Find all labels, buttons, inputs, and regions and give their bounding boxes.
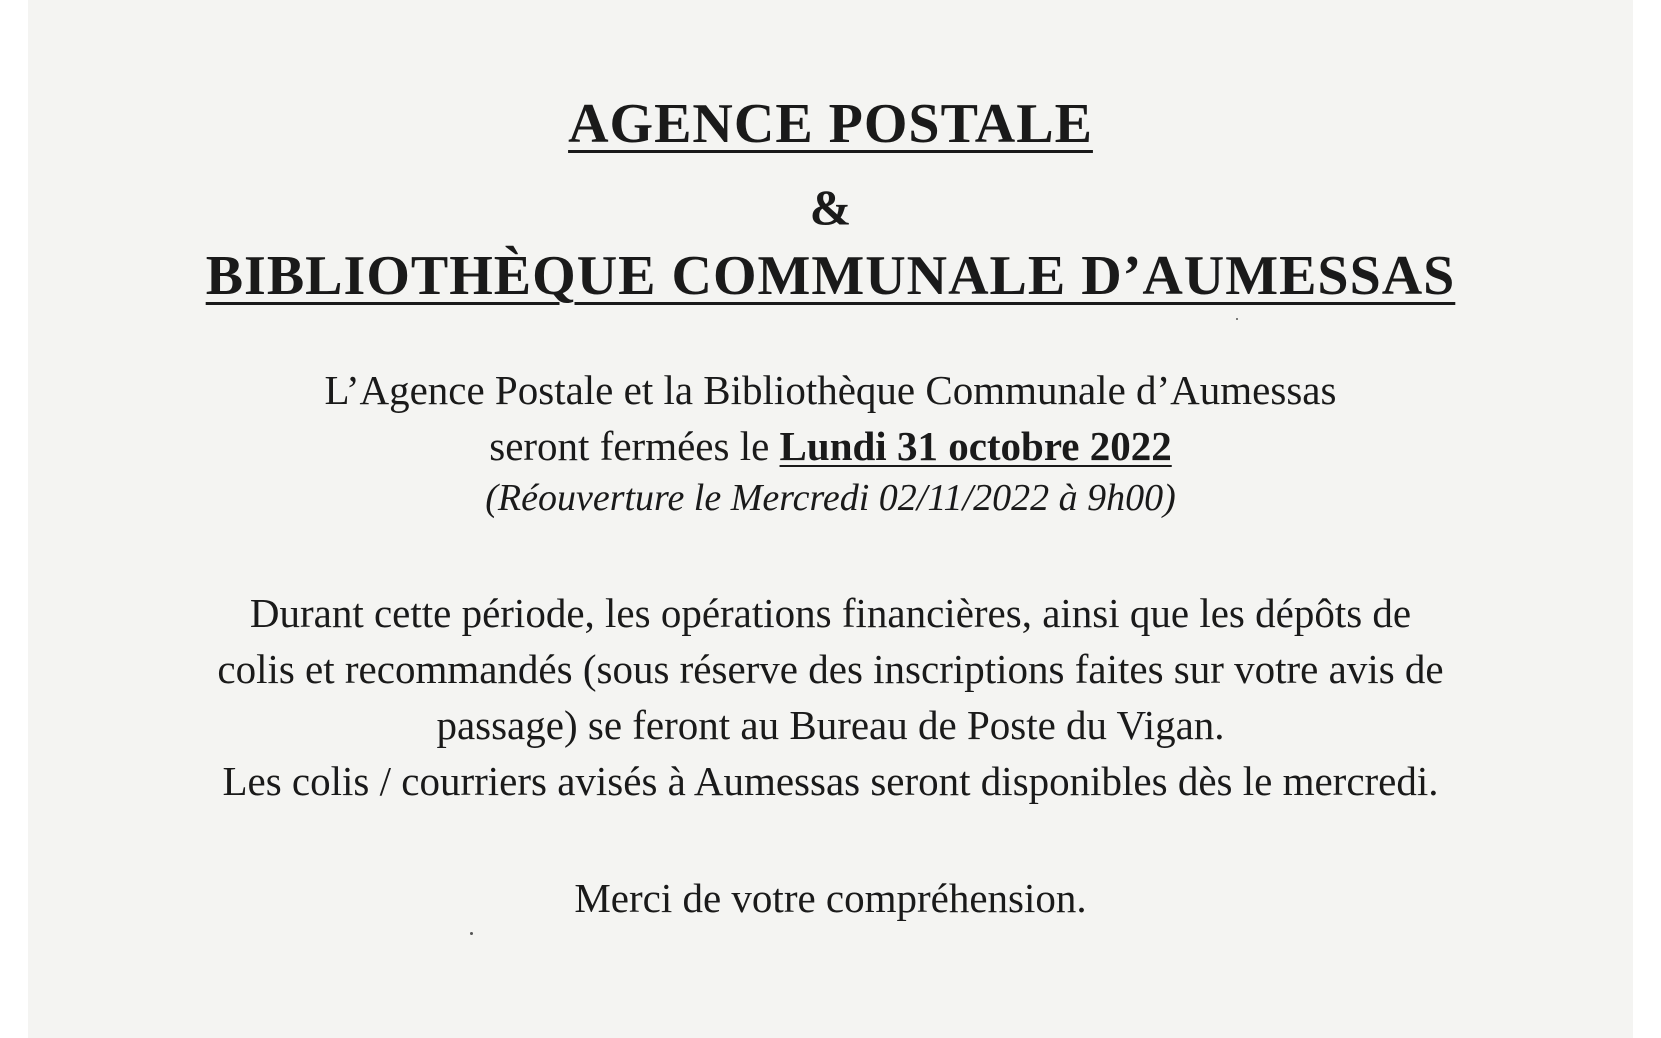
- body-line-1: Durant cette période, les opérations financières, ainsi que les dépôts de: [249, 590, 1412, 636]
- title-ampersand: &: [809, 179, 852, 235]
- closure-announcement: [0, 362, 1661, 522]
- closure-date: Lundi 31 octobre 2022: [779, 423, 1172, 469]
- title-bibliotheque: BIBLIOTHÈQUE COMMUNALE D’AUMESSAS: [205, 245, 1456, 307]
- body-paragraph: [70, 585, 1591, 809]
- closing-thanks: Merci de votre compréhension.: [574, 875, 1087, 921]
- reopening-note: (Réouverture le Mercredi 02/11/2022 à 9h00): [485, 477, 1176, 519]
- title-agence-postale: AGENCE POSTALE: [568, 93, 1093, 155]
- notice-title: [0, 88, 1661, 326]
- scan-speck: [470, 932, 473, 935]
- intro-line-2: [0, 418, 1661, 474]
- body-line-2: colis et recommandés (sous réserve des inscriptions faites sur votre avis de: [217, 646, 1444, 692]
- scan-speck: [1236, 318, 1238, 320]
- body-line-3: passage) se feront au Bureau de Poste du Vigan.: [436, 702, 1225, 748]
- intro-line-2-prefix: seront fermées le: [489, 423, 780, 469]
- intro-line-1: L’Agence Postale et la Bibliothèque Communale d’Aumessas: [324, 367, 1337, 413]
- body-line-4: Les colis / courriers avisés à Aumessas seront disponibles dès le mercredi.: [222, 758, 1439, 804]
